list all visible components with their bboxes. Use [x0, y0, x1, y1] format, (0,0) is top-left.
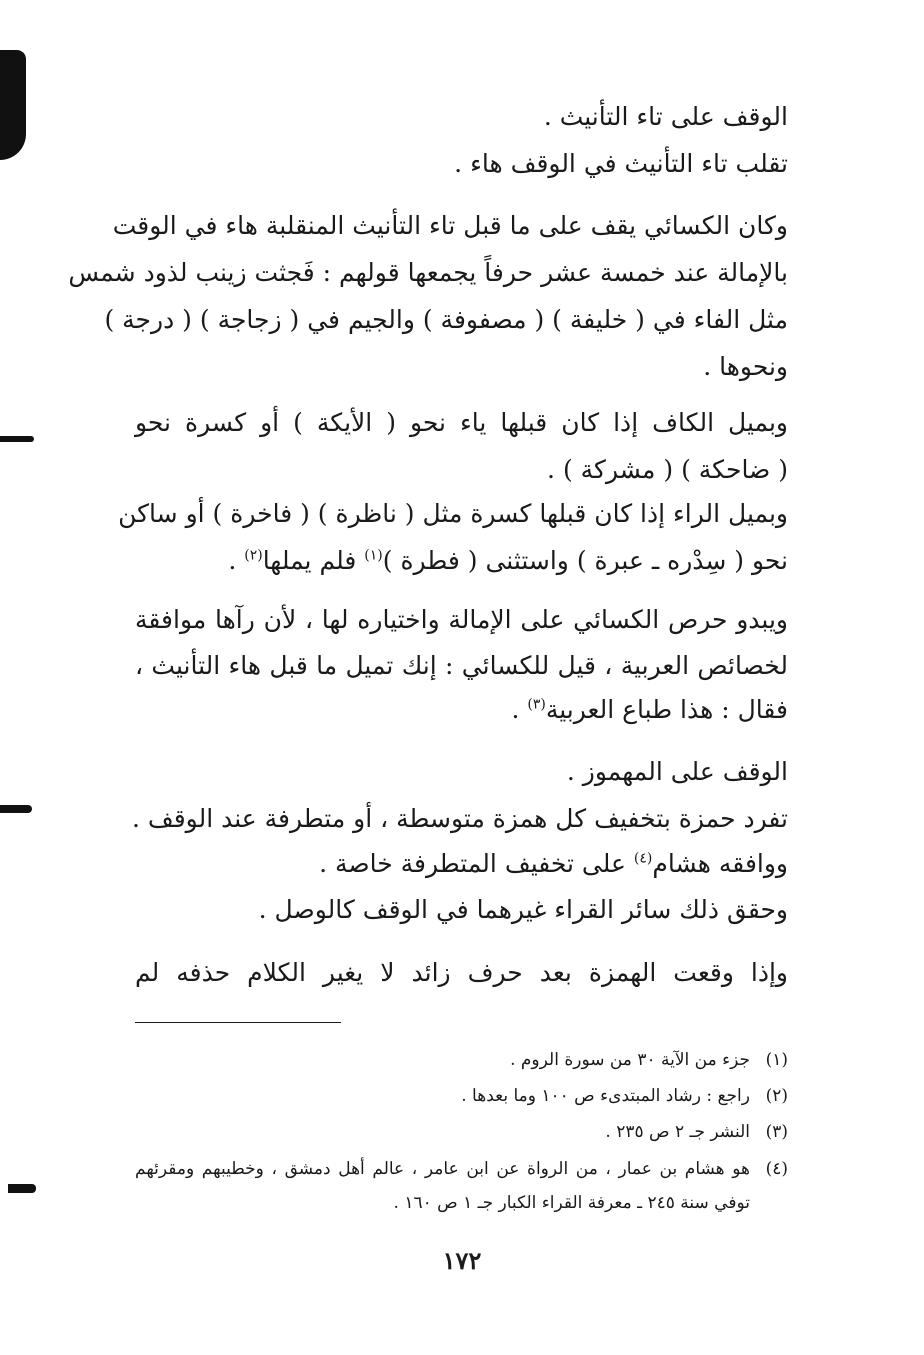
text-line: ( ضاحكة ) ( مشركة ) .: [547, 455, 788, 484]
page-number: ١٧٢: [442, 1246, 482, 1275]
scan-edge-mark: [0, 805, 32, 813]
footnote-ref: (٢): [244, 547, 263, 564]
text-line: وبميل الراء إذا كان قبلها كسرة مثل ( ناظرة ) ( فاخرة ) أو ساكن: [118, 499, 788, 528]
footnote-number: (٣): [765, 1122, 788, 1142]
text-line: [511, 690, 788, 730]
footnote-ref: (٣): [527, 696, 546, 713]
text-line: وكان الكسائي يقف على ما قبل تاء التأنيث المنقلبة هاء في الوقت: [112, 211, 788, 240]
footnote-ref: (١): [364, 547, 383, 564]
text-segment: .: [511, 695, 528, 724]
footnote: [461, 1082, 788, 1110]
text-segment: على تخفيف المتطرفة خاصة .: [319, 849, 634, 878]
footnote-text: هو هشام بن عمار ، من الرواة عن ابن عامر ، عالم أهل دمشق ، وخطيبهم ومقرئهم: [135, 1159, 750, 1179]
footnote-continuation: توفي سنة ٢٤٥ ـ معرفة القراء الكبار جـ ١ ص ١٦٠ .: [393, 1193, 750, 1213]
text-line: وبميل الكاف إذا كان قبلها ياء نحو ( الأيكة ) أو كسرة نحو: [135, 408, 788, 437]
footnote-separator: [135, 1022, 341, 1023]
footnote: [510, 1046, 788, 1074]
text-line: مثل الفاء في ( خليفة ) ( مصفوفة ) والجيم في ( زجاجة ) ( درجة ): [104, 305, 788, 334]
text-segment: نحو ( سِدْره ـ عبرة ) واستثنى ( فطرة ): [382, 546, 788, 575]
text-segment: ووافقه هشام: [652, 849, 788, 878]
scan-edge-mark: [0, 436, 34, 442]
text-segment: فقال : هذا طباع العربية: [545, 695, 788, 724]
footnote-number: (١): [765, 1050, 788, 1070]
text-line: ونحوها .: [703, 352, 788, 381]
text-line: تفرد حمزة بتخفيف كل همزة متوسطة ، أو متطرفة عند الوقف .: [131, 804, 788, 833]
footnote: [135, 1155, 788, 1183]
footnote-ref: (٤): [633, 850, 653, 867]
scan-edge-mark: [8, 1184, 36, 1193]
section-heading: الوقف على المهموز .: [566, 757, 788, 786]
text-segment: فلم يملها: [262, 546, 365, 575]
scan-edge-mark: [0, 50, 26, 160]
footnote: [605, 1118, 788, 1146]
text-line: لخصائص العربية ، قيل للكسائي : إنك تميل ما قبل هاء التأنيث ،: [135, 651, 788, 680]
footnote-text: راجع : رشاد المبتدىء ص ١٠٠ وما بعدها .: [461, 1086, 750, 1106]
text-line: تقلب تاء التأنيث في الوقف هاء .: [454, 149, 788, 178]
footnote-text: النشر جـ ٢ ص ٢٣٥ .: [605, 1122, 750, 1142]
text-segment: .: [228, 546, 245, 575]
text-line: وحقق ذلك سائر القراء غيرهما في الوقف كالوصل .: [258, 895, 788, 924]
text-line: ويبدو حرص الكسائي على الإمالة واختياره لها ، لأن رآها موافقة: [135, 605, 788, 634]
text-line: بالإمالة عند خمسة عشر حرفاً يجمعها قولهم : فَجثت زينب لذود شمس: [68, 258, 788, 287]
text-line: [319, 844, 788, 884]
footnote-text: جزء من الآية ٣٠ من سورة الروم .: [510, 1050, 750, 1070]
footnote-number: (٢): [765, 1086, 788, 1106]
footnote-number: (٤): [765, 1159, 788, 1179]
section-heading: الوقف على تاء التأنيث .: [543, 102, 788, 131]
text-line: وإذا وقعت الهمزة بعد حرف زائد لا يغير الكلام حذفه لم: [135, 958, 788, 987]
text-line: [228, 541, 788, 581]
